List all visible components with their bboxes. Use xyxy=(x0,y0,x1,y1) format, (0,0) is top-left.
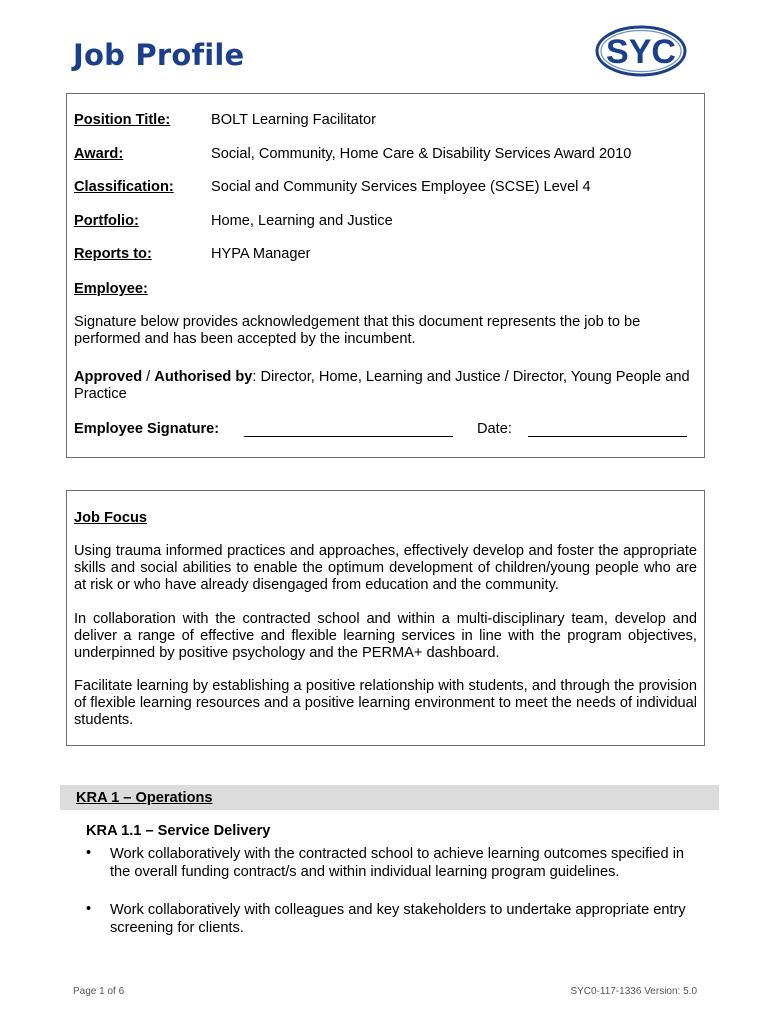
bullet-icon: • xyxy=(86,845,92,861)
job-focus-paragraph-3: Facilitate learning by establishing a positive relationship with students, and through the provision of flexible learning resources and a positive learning environment to meet the needs of individual students. xyxy=(74,678,697,728)
job-focus-heading: Job Focus xyxy=(74,510,147,526)
document-id: SYC0-117-1336 Version: 5.0 xyxy=(570,986,697,997)
syc-logo-icon xyxy=(595,24,687,78)
kra-bullet-item: Work collaboratively with colleagues and key stakeholders to undertake appropriate entry screening for clients. xyxy=(110,902,686,936)
position-title-value: BOLT Learning Facilitator xyxy=(211,112,376,128)
employee-label: Employee: xyxy=(74,281,148,297)
kra-subheading: KRA 1.1 – Service Delivery xyxy=(86,823,271,839)
approved-line xyxy=(74,369,694,403)
kra-heading-band xyxy=(60,785,719,810)
date-label: Date: xyxy=(477,421,512,437)
classification-label: Classification: xyxy=(74,179,174,195)
page-number: Page 1 of 6 xyxy=(73,986,125,997)
kra-bullet-item: Work collaboratively with the contracted school to achieve learning outcomes specified in the overall funding contract/s and within individual learning program guidelines. xyxy=(110,846,685,880)
bullet-icon: • xyxy=(86,901,92,917)
position-title-label: Position Title: xyxy=(74,112,171,128)
portfolio-label: Portfolio: xyxy=(74,213,139,229)
award-value: Social, Community, Home Care & Disability Services Award 2010 xyxy=(211,146,632,162)
approved-value: : Director, Home, Learning and Justice / Director, Young People and Practice xyxy=(74,369,690,402)
reports-to-label: Reports to: xyxy=(74,246,152,262)
approved-separator: / xyxy=(142,369,155,385)
authorised-label: Authorised by xyxy=(154,369,253,385)
signature-note: Signature below provides acknowledgement that this document represents the job to be performed and has been accepted by the incumbent. xyxy=(74,314,641,347)
page-title: Job Profile xyxy=(73,38,245,72)
signature-line[interactable] xyxy=(244,436,453,437)
award-label: Award: xyxy=(74,146,124,162)
kra-heading: KRA 1 – Operations xyxy=(76,790,213,806)
logo-text: SYC xyxy=(606,33,676,71)
syc-logo xyxy=(595,24,687,78)
job-focus-paragraph-2: In collaboration with the contracted school and within a multi-disciplinary team, develop and deliver a range of effective and flexible learning services in line with the program objectives, underpinned by positive psychology and the PERMA+ dashboard. xyxy=(74,611,697,661)
employee-signature-label: Employee Signature: xyxy=(74,421,220,437)
job-focus-paragraph-1: Using trauma informed practices and approaches, effectively develop and foster the appropriate skills and social abilities to enable the optimum development of children/young people who are at risk or who have already disengaged from education and the community. xyxy=(74,543,697,593)
classification-value: Social and Community Services Employee (SCSE) Level 4 xyxy=(211,179,591,195)
reports-to-value: HYPA Manager xyxy=(211,246,311,262)
portfolio-value: Home, Learning and Justice xyxy=(211,213,393,229)
approved-label: Approved xyxy=(74,369,143,385)
date-line[interactable] xyxy=(528,436,687,437)
